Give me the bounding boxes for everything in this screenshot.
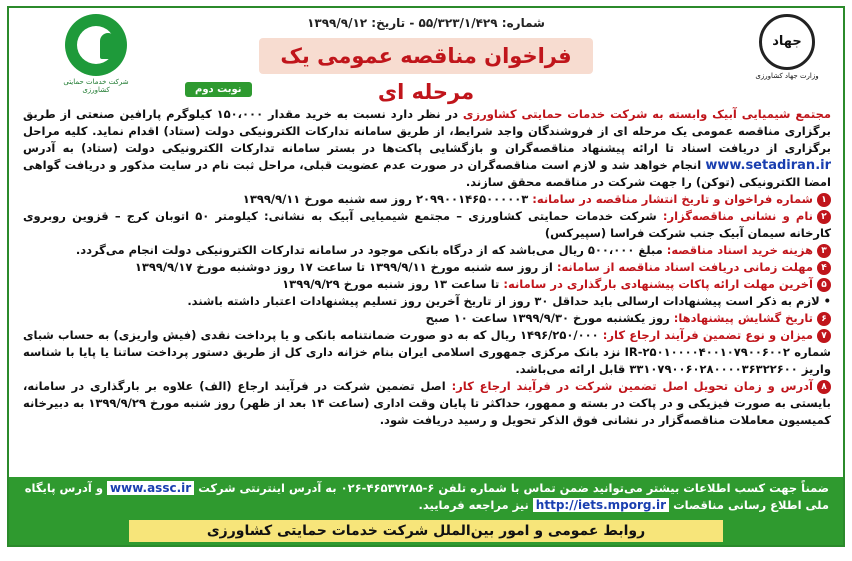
item-text: تا ساعت ۱۳ روز شنبه مورخ ۱۳۹۹/۹/۲۹ <box>282 277 500 291</box>
item-label: تاریخ گشایش پیشنهادها: <box>673 311 813 325</box>
item-number: ۷ <box>817 329 831 343</box>
item-label: هزینه خرید اسناد مناقصه: <box>666 243 813 257</box>
iets-link[interactable]: http://iets.mporg.ir <box>533 498 669 512</box>
item-text: ۱۴۹۶/۲۵۰/۰۰۰ ریال که به دو صورت ضمانتنامه بانکی و یا پرداخت نقدی (فیش واریزی) به حساب شبای شماره IR-۲۵۰۱۰۰۰۰۴۰۰۱۰۷۹۰۰۶۰۰۲ نزد بانک مرکزی جمهوری اسلامی ایران بنام خزانه داری کل از طریق دستور پرداخت ساتنا یا پایا با شناسه واریز ۳۳۱۰۷۹۰۰۶۰۲۸۰۰۰۰۳۶۳۲۲۶۰۰ قابل ارائه می‌باشد. <box>23 328 831 376</box>
notice-title: فراخوان مناقصه عمومی یک مرحله ای <box>259 38 593 74</box>
ministry-logo <box>747 14 827 80</box>
notice-body <box>23 106 831 429</box>
item-text: اصل تضمین شرکت در فرآیند ارجاع (الف) علاوه بر بارگذاری در سامانه، بایستی به صورت فیزیکی و در پاکت در بسته و ممهور، حداکثر تا پایان وقت اداری (ساعت ۱۴ بعد از ظهر) روز شنبه مورخ ۱۳۹۹/۹/۲۹ به دبیرخانه کمیسیون معاملات مناقصه‌گزار در نشانی فوق الذکر تحویل و رسید دریافت شود. <box>23 379 831 427</box>
item-label: میزان و نوع تضمین فرآیند ارجاع کار: <box>602 328 813 342</box>
item-text: مبلغ ۵۰۰،۰۰۰ ریال می‌باشد که از درگاه بانکی موجود در سامانه تدارکات الکترونیکی دولت انجام می‌گردد. <box>75 243 663 257</box>
setad-link[interactable]: www.setadiran.ir <box>705 158 831 173</box>
contact-line-2: و آدرس پایگاه ملی اطلاع رسانی مناقصات <box>24 481 829 512</box>
item-label: مهلت زمانی دریافت اسناد مناقصه از سامانه: <box>556 260 813 274</box>
item-number: ۵ <box>817 278 831 292</box>
item-6 <box>23 310 831 327</box>
item-text: از روز سه شنبه مورخ ۱۳۹۹/۹/۱۱ تا ساعت ۱۷ روز دوشنبه مورخ ۱۳۹۹/۹/۱۷ <box>134 260 553 274</box>
contact-line-1: ضمناً جهت کسب اطلاعات بیشتر می‌توانید ضمن تماس با شماره تلفن ۶-۴۶۵۳۷۲۸۵-۰۲۶ به آدرس اینترنتی شرکت <box>198 481 829 495</box>
contact-line-3: نیز مراجعه فرمایید. <box>418 498 529 512</box>
intro-highlight: مجتمع شیمیایی آبیک وابسته به شرکت خدمات حمایتی کشاورزی <box>462 107 831 121</box>
item-2 <box>23 208 831 242</box>
intro-text: در نظر دارد نسبت به خرید مقدار ۱۵۰،۰۰۰ کیلوگرم پارافین صنعتی از طریق برگزاری مناقصه عمومی یک مرحله ای از فروشندگان واجد شرایط، از طریق سامانه تدارکات الکترونیکی دولت (ستاد) اقدام نماید. کلیه مراحل برگزاری از دریافت اسناد تا ارائه پیشنهاد مناقصه‌گران و بازگشایی پاکت‌ها در بستر سامانه تدارکات الکترونیکی دولت (ستاد) به آدرس <box>23 107 831 155</box>
item-number: ۴ <box>817 261 831 275</box>
emblem-text: جهاد <box>772 34 802 49</box>
jahad-emblem-icon <box>759 14 815 70</box>
notice-number-date: شماره: ۵۵/۳۲۳/۱/۴۲۹ - تاریخ: ۱۳۹۹/۹/۱۲ <box>307 16 545 30</box>
item-8 <box>23 378 831 429</box>
item-label: آخرین مهلت ارائه پاکات پیشنهادی بارگذاری در سامانه: <box>503 277 813 291</box>
item-4 <box>23 259 831 276</box>
item-label: آدرس و زمان تحویل اصل تضمین شرکت در فرآیند ارجاع کار: <box>451 379 813 393</box>
company-caption: شرکت خدمات حمایتی کشاورزی <box>63 78 129 94</box>
assc-link[interactable]: www.assc.ir <box>107 481 194 495</box>
contact-text <box>23 480 829 514</box>
company-logo <box>53 14 139 94</box>
item-5 <box>23 276 831 293</box>
item-number: ۶ <box>817 312 831 326</box>
item-7 <box>23 327 831 378</box>
ministry-caption: وزارت جهاد کشاورزی <box>755 72 819 80</box>
item-number: ۳ <box>817 244 831 258</box>
company-emblem-icon <box>65 14 127 76</box>
item-label: شماره فراخوان و تاریخ انتشار مناقصه در سامانه: <box>532 192 813 206</box>
validity-note: • لازم به ذکر است پیشنهادات ارسالی باید حداقل ۳۰ روز از تاریخ آخرین روز تسلیم پیشنهادات اعتبار داشته باشند. <box>187 294 831 308</box>
item-label: نام و نشانی مناقصه‌گزار: <box>662 209 813 223</box>
notice-footer <box>9 477 843 545</box>
item-number: ۸ <box>817 380 831 394</box>
round-badge: نوبت دوم <box>185 82 252 97</box>
public-relations-bar: روابط عمومی و امور بین‌الملل شرکت خدمات حمایتی کشاورزی <box>129 520 723 542</box>
tender-notice <box>7 6 845 547</box>
item-3 <box>23 242 831 259</box>
item-text: شرکت خدمات حمایتی کشاورزی – مجتمع شیمیایی آبیک به نشانی: کیلومتر ۵۰ اتوبان کرج – قزوین روبروی کارخانه سیمان آبیک جنب شرکت فراسا (سپیرکس) <box>23 209 831 240</box>
intro-text-2: انجام خواهد شد و لازم است مناقصه‌گران در صورت عدم عضویت قبلی، مراحل ثبت نام در سایت مذکور و دریافت گواهی امضا الکترونیکی (توکن) را جهت شرکت در مناقصه محقق سازند. <box>23 158 831 189</box>
item-text: روز یکشنبه مورخ ۱۳۹۹/۹/۳۰ ساعت ۱۰ صبح <box>425 311 670 325</box>
item-text: ۲۰۹۹۰۰۱۴۶۵۰۰۰۰۰۳ روز سه شنبه مورخ ۱۳۹۹/۹/۱۱ <box>242 192 529 206</box>
intro-paragraph <box>23 106 831 191</box>
notice-header <box>9 8 843 104</box>
item-1 <box>23 191 831 208</box>
item-number: ۱ <box>817 193 831 207</box>
item-number: ۲ <box>817 210 831 224</box>
